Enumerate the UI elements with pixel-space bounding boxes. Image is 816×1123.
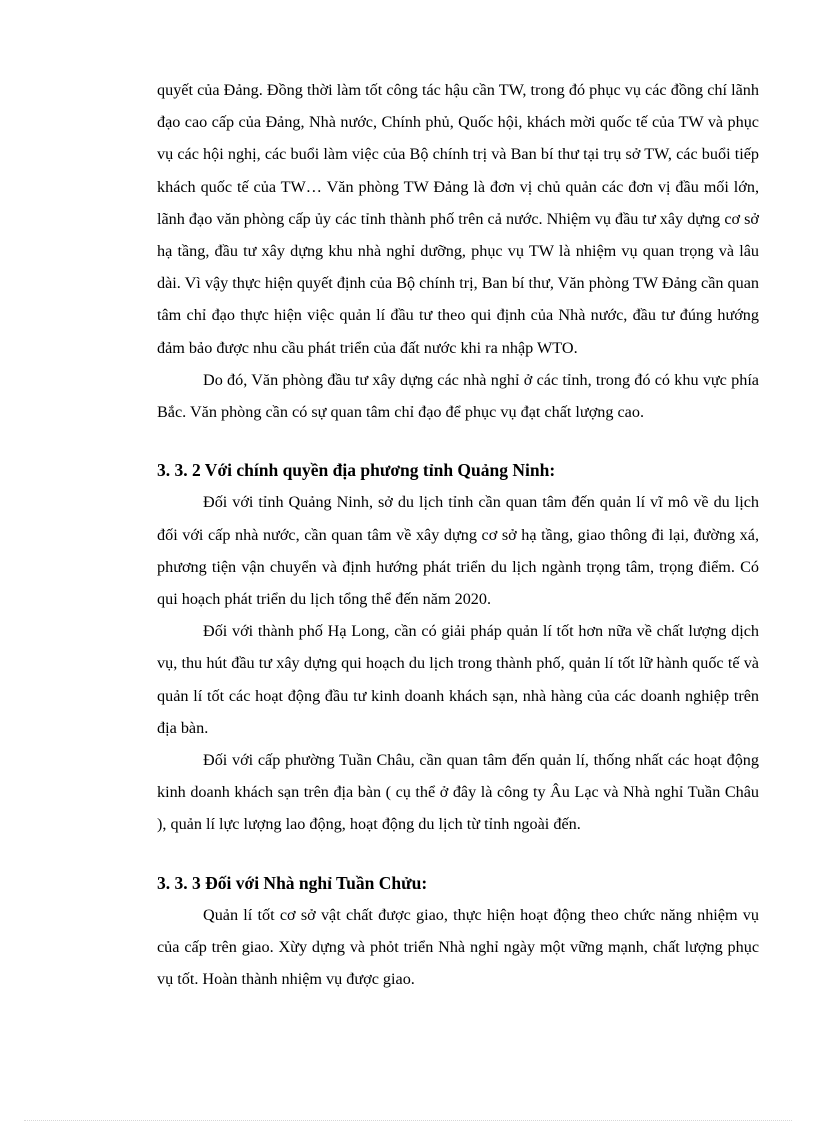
- paragraph-guesthouse: Quản lí tốt cơ sở vật chất được giao, thực hiện hoạt động theo chức năng nhiệm vụ của cấp trên giao. Xừy dựng và phỏt triển Nhà nghỉ ngày một vững mạnh, chất lượng phục vụ tốt. Hoàn thành nhiệm vụ được giao.: [157, 905, 759, 989]
- paragraph-quang-ninh: Đối với tỉnh Quảng Ninh, sở du lịch tỉnh cần quan tâm đến quản lí vĩ mô về du lịch đối với cấp nhà nước, cần quan tâm về xây dựng cơ sở hạ tầng, giao thông đi lại, đường xá, phương tiện vận chuyển và định hướng phát triển du lịch ngành trọng tâm, trọng điểm. Có qui hoạch phát triển du lịch tổng thể đến năm 2020.: [157, 493, 759, 609]
- paragraph-tuan-chau-ward: Đối với cấp phường Tuần Châu, cần quan tâm đến quản lí, thống nhất các hoạt động kinh doanh khách sạn trên địa bàn ( cụ thể ở đây là công ty Âu Lạc và Nhà nghỉ Tuần Châu ), quản lí lực lượng lao động, hoạt động du lịch từ tỉnh ngoài đến.: [157, 751, 759, 834]
- page-bottom-divider: [24, 1120, 792, 1121]
- section-heading-3-3-3: 3. 3. 3 Đối với Nhà nghỉ Tuần Chửu:: [157, 872, 428, 893]
- paragraph-office-duties: quyết của Đảng. Đồng thời làm tốt công tác hậu cần TW, trong đó phục vụ các đồng chí lãnh đạo cao cấp của Đảng, Nhà nước, Chính phủ, Quốc hội, khách mời quốc tế của TW và phục vụ các hội nghị, các buổi làm việc của Bộ chính trị và Ban bí thư tại trụ sở TW, các buổi tiếp khách quốc tế của TW… Văn phòng TW Đảng là đơn vị chủ quản các đơn vị đầu mối lớn, lãnh đạo văn phòng cấp ủy các tỉnh thành phố trên cả nước. Nhiệm vụ đầu tư xây dựng cơ sở hạ tầng, đầu tư xây dựng khu nhà nghỉ dưỡng, phục vụ TW là nhiệm vụ quan trọng và lâu dài. Vì vậy thực hiện quyết định của Bộ chính trị, Ban bí thư, Văn phòng TW Đảng cần quan tâm chỉ đạo thực hiện việc quản lí đầu tư theo qui định của Nhà nước, đầu tư đúng hướng đảm bảo được nhu cầu phát triển của đất nước khi ra nhập WTO.: [157, 81, 759, 357]
- paragraph-north-region: Do đó, Văn phòng đầu tư xây dựng các nhà nghỉ ở các tỉnh, trong đó có khu vực phía Bắc. Văn phòng cần có sự quan tâm chỉ đạo để phục vụ đạt chất lượng cao.: [157, 370, 759, 422]
- document-body: [157, 74, 759, 995]
- paragraph-ha-long: Đối với thành phố Hạ Long, cần có giải pháp quản lí tốt hơn nữa về chất lượng dịch vụ, thu hút đầu tư xây dựng qui hoạch du lịch trong thành phố, quản lí tốt lữ hành quốc tế và quản lí tốt các hoạt động đầu tư kinh doanh khách sạn, nhà hàng của các doanh nghiệp trên địa bàn.: [157, 622, 759, 737]
- section-heading-3-3-2: 3. 3. 2 Với chính quyền địa phương tỉnh Quảng Ninh:: [157, 460, 556, 481]
